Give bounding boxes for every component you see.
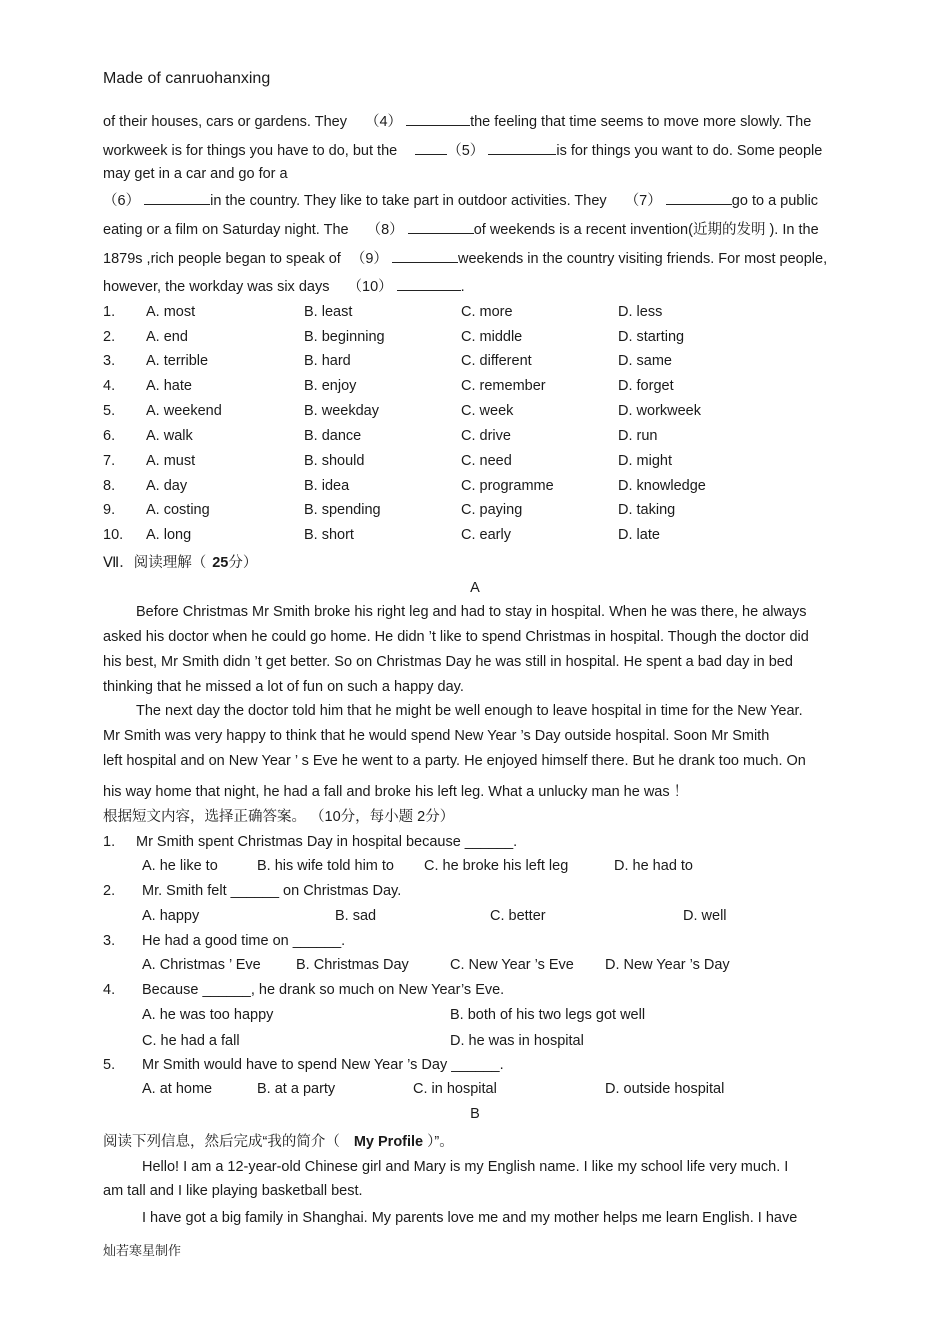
answer-option[interactable]: B. his wife told him to [257,858,394,874]
answer-option[interactable]: A. at home [142,1081,213,1097]
option-a[interactable]: A. weekend [146,403,222,419]
option-a[interactable]: A. must [146,453,196,469]
answer-blank[interactable] [406,113,470,126]
option-b[interactable]: B. hard [304,353,351,369]
option-d[interactable]: D. less [618,304,663,320]
answer-option[interactable]: B. sad [335,908,377,924]
passage-line: asked his doctor when he could go home. He didn ’t like to spend Christmas in hospital. Though the doctor did [103,629,809,645]
answer-option[interactable]: C. he had a fall [142,1033,240,1049]
option-d[interactable]: D. workweek [618,403,701,419]
answer-blank[interactable] [144,192,210,205]
option-c[interactable]: C. different [461,353,532,369]
blank-number: （6） [103,193,141,209]
passage-line: Hello! I am a 12-year-old Chinese girl and Mary is my English name. I like my school life very much. I [142,1159,789,1175]
option-c[interactable]: C. programme [461,478,554,494]
answer-blank[interactable] [392,250,458,263]
option-b[interactable]: B. weekday [304,403,379,419]
cloze-text: the feeling that time seems to move more slowly. The [470,114,812,130]
page-header: Made of canruohanxing [103,70,271,87]
question-text: Because ______, he drank so much on New Year’s Eve. [142,982,505,998]
answer-option[interactable]: D. well [683,908,727,924]
passage-line: his way home that night, he had a fall and broke his left leg. What a unlucky man he was ！ [103,784,689,800]
cloze-text: in the country. They like to take part in outdoor activities. They [210,193,607,209]
answer-option[interactable]: D. outside hospital [605,1081,725,1097]
blank-number: （4） [364,114,403,130]
option-b[interactable]: B. enjoy [304,378,357,394]
answer-option[interactable]: D. he had to [614,858,693,874]
cloze-text: is for things you want to do. Some people [556,143,823,159]
option-c[interactable]: C. week [461,403,514,419]
passage-b-instruction [103,1130,454,1151]
cloze-text: go to a public [731,193,819,209]
question-text: Mr. Smith felt ______ on Christmas Day. [142,883,402,899]
answer-blank[interactable] [488,142,556,155]
cloze-line-2 [103,142,843,159]
cloze-line-3: may get in a car and go for a [103,166,288,182]
section-title-text: 分） [228,555,258,571]
question-number: 5. [103,403,116,419]
answer-option[interactable]: D. he was in hospital [450,1033,584,1049]
option-a[interactable]: A. hate [146,378,192,394]
option-c[interactable]: C. paying [461,502,523,518]
question-number: 10. [103,527,124,543]
answer-option[interactable]: A. happy [142,908,200,924]
question-number: 8. [103,478,116,494]
page-footer: 灿若寒星制作 [103,1243,182,1258]
cloze-line-6 [103,250,843,267]
question-text: Mr Smith would have to spend New Year ’s Day ______. [142,1057,504,1073]
option-d[interactable]: D. might [618,453,672,469]
answer-blank[interactable] [666,192,732,205]
option-b[interactable]: B. spending [304,502,381,518]
answer-option[interactable]: D. New Year ’s Day [605,957,730,973]
passage-line: The next day the doctor told him that he might be well enough to leave hospital in time for the New Year. [136,703,803,719]
option-a[interactable]: A. day [146,478,188,494]
cloze-line-4 [103,192,843,209]
option-a[interactable]: A. walk [146,428,193,444]
question-number: 1. [103,834,116,850]
question-number: 6. [103,428,116,444]
option-c[interactable]: C. early [461,527,511,543]
option-a[interactable]: A. end [146,329,188,345]
blank-number: （8） [366,222,404,238]
option-d[interactable]: D. run [618,428,658,444]
option-c[interactable]: C. remember [461,378,546,394]
blank-number: （10） [347,279,393,295]
question-number: 4. [103,982,116,998]
cloze-text: of weekends is a recent invention(近期的发明 ). In the [473,222,819,238]
option-b[interactable]: B. short [304,527,354,543]
instruction-text: 阅读下列信息，然后完成“我的简介（ [103,1134,340,1150]
passage-a-label: A [470,580,480,596]
passage-line: thinking that he missed a lot of fun on such a happy day. [103,679,464,695]
passage-line: his best, Mr Smith didn ’t get better. So on Christmas Day he was still in hospital. He spent a bad day in bed [103,654,793,670]
question-number: 3. [103,353,116,369]
option-c[interactable]: C. drive [461,428,511,444]
answer-option[interactable]: C. in hospital [413,1081,497,1097]
cloze-line-5 [103,221,843,238]
profile-title: My Profile [353,1134,424,1150]
option-b[interactable]: B. beginning [304,329,385,345]
cloze-text: of their houses, cars or gardens. They [103,114,347,130]
answer-blank[interactable] [397,278,461,291]
passage-line: left hospital and on New Year ’ s Eve he went to a party. He enjoyed himself there. But he drank too much. On [103,753,806,769]
answer-option[interactable]: B. both of his two legs got well [450,1007,646,1023]
option-d[interactable]: D. same [618,353,672,369]
passage-b-label: B [470,1106,480,1122]
option-d[interactable]: D. late [618,527,660,543]
instruction-text: ）”。 [427,1134,454,1150]
option-b[interactable]: B. should [304,453,365,469]
passage-line: Before Christmas Mr Smith broke his right leg and had to stay in hospital. When he was there, he always [136,604,807,620]
option-b[interactable]: B. dance [304,428,362,444]
cloze-line-1 [103,113,843,130]
option-c[interactable]: C. need [461,453,512,469]
answer-blank[interactable] [415,142,447,155]
cloze-text: weekends in the country visiting friends. For most people, [457,251,828,267]
cloze-text: . [460,279,465,295]
option-c[interactable]: C. more [461,304,513,320]
cloze-line-7 [103,278,843,295]
answer-option[interactable]: C. he broke his left leg [424,858,569,874]
option-a[interactable]: A. costing [146,502,210,518]
option-b[interactable]: B. least [304,304,353,320]
question-number: 5. [103,1057,116,1073]
passage-line: am tall and I like playing basketball best. [103,1183,363,1199]
answer-option[interactable]: B. Christmas Day [296,957,409,973]
passage-line: Mr Smith was very happy to think that he would spend New Year ’s Day outside hospital. Soon Mr Smith [103,728,770,744]
question-text: Mr Smith spent Christmas Day in hospital because ______. [136,834,518,850]
cloze-text: eating or a film on Saturday night. The [103,222,349,238]
answer-blank[interactable] [408,221,474,234]
option-b[interactable]: B. idea [304,478,350,494]
blank-number: （9） [350,251,388,267]
question-text: He had a good time on ______. [142,933,346,949]
answer-option[interactable]: B. at a party [257,1081,336,1097]
passage-line: I have got a big family in Shanghai. My parents love me and my mother helps me learn English. I have [142,1210,798,1226]
question-number: 1. [103,304,116,320]
option-d[interactable]: D. taking [618,502,676,518]
section-title-text: Ⅶ．阅读理解（ [103,555,207,571]
section-score: 25 [212,555,229,571]
answer-option[interactable]: C. better [490,908,546,924]
passage-a-instruction: 根据短文内容，选择正确答案。 （10分，每小题 2分） [103,809,455,825]
option-d[interactable]: D. starting [618,329,685,345]
section-7-title [103,551,257,572]
blank-number: （5） [447,143,485,159]
option-a[interactable]: A. terrible [146,353,209,369]
question-number: 7. [103,453,116,469]
answer-option[interactable]: C. New Year ’s Eve [450,957,574,973]
question-number: 4. [103,378,116,394]
question-number: 2. [103,329,116,345]
blank-number: （7） [624,193,662,209]
option-c[interactable]: C. middle [461,329,523,345]
option-a[interactable]: A. most [146,304,196,320]
answer-option[interactable]: A. Christmas ’ Eve [142,957,261,973]
answer-option[interactable]: A. he like to [142,858,218,874]
option-d[interactable]: D. knowledge [618,478,706,494]
cloze-text: workweek is for things you have to do, but the [103,143,398,159]
cloze-text: however, the workday was six days [103,279,330,295]
option-a[interactable]: A. long [146,527,192,543]
answer-option[interactable]: A. he was too happy [142,1007,274,1023]
question-number: 2. [103,883,116,899]
question-number: 9. [103,502,116,518]
question-number: 3. [103,933,116,949]
cloze-text: 1879s ,rich people began to speak of [103,251,341,267]
option-d[interactable]: D. forget [618,378,674,394]
